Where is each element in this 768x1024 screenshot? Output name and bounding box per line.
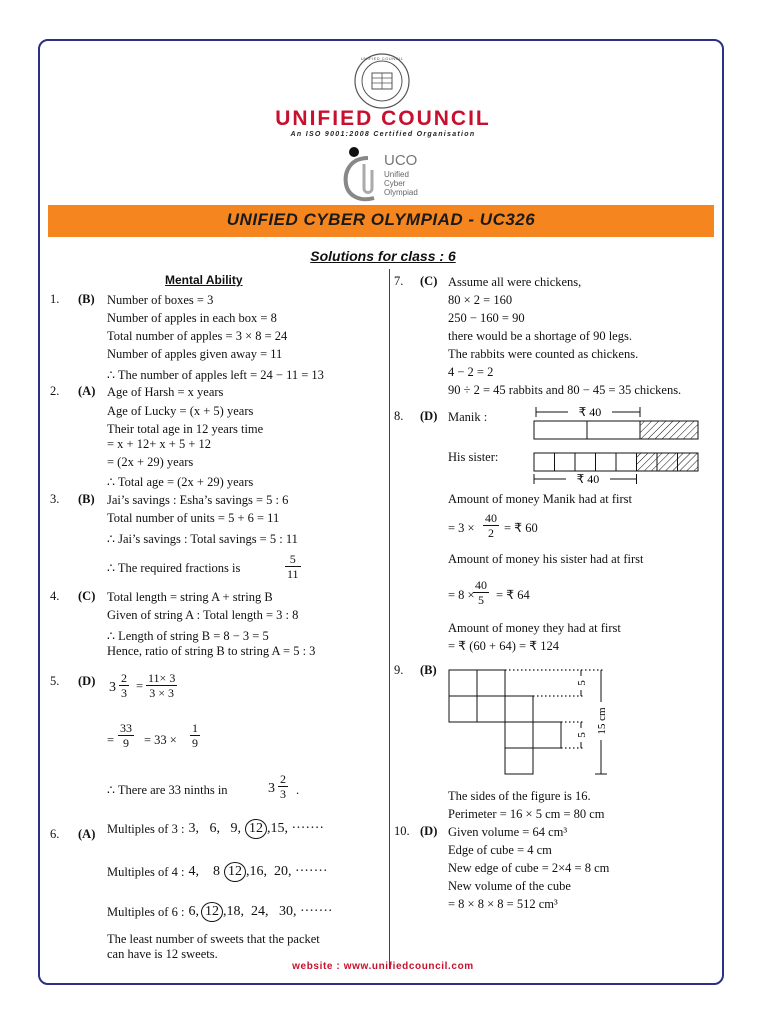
council-emblem-icon bbox=[353, 52, 411, 110]
q4-answer: (C) bbox=[78, 589, 96, 603]
manik-hatched-part bbox=[640, 421, 698, 439]
multiples-label: Multiples of 6 : bbox=[107, 905, 185, 919]
fraction-numerator: 11× 3 bbox=[148, 671, 176, 685]
q3-number: 3. bbox=[50, 492, 60, 506]
q5-fraction-2 bbox=[146, 671, 177, 700]
dim-label-upper: 5 bbox=[576, 680, 588, 686]
q4-line: ∴ Length of string B = 8 − 3 = 5 bbox=[107, 629, 269, 643]
q8-fraction-1 bbox=[483, 511, 499, 540]
q4-line: Given of string A : Total length = 3 : 8 bbox=[107, 608, 299, 622]
uco-line-1: Unified bbox=[384, 170, 409, 179]
multiples-values: ,16, 20, ······· bbox=[245, 864, 328, 879]
uco-abbr: UCO bbox=[384, 152, 418, 169]
q2-line: ∴ Total age = (2x + 29) years bbox=[107, 475, 254, 489]
iso-tagline: An ISO 9001:2008 Certified Organisation bbox=[290, 131, 476, 138]
q2-number: 2. bbox=[50, 384, 60, 398]
multiples-values: ,15, ······· bbox=[266, 821, 325, 836]
net-square bbox=[449, 670, 477, 696]
fraction-numerator: 2 bbox=[121, 671, 127, 685]
net-square bbox=[533, 722, 561, 748]
net-square bbox=[477, 696, 505, 722]
fraction-denominator: 11 bbox=[287, 567, 299, 581]
fraction-numerator: 40 bbox=[475, 578, 487, 592]
bar-model-diagram bbox=[530, 401, 710, 491]
multiples-of-6-row bbox=[107, 902, 333, 922]
fraction-numerator: 40 bbox=[485, 511, 497, 525]
q5-fraction-3 bbox=[118, 721, 134, 750]
title-banner bbox=[48, 205, 714, 237]
q1-number: 1. bbox=[50, 292, 60, 306]
uco-line-3: Olympiad bbox=[384, 188, 418, 197]
footer-website: website : www.unifiedcouncil.com bbox=[292, 961, 474, 972]
q1-line: Number of apples in each box = 8 bbox=[107, 311, 277, 325]
q4-line: Hence, ratio of string B to string A = 5 : 3 bbox=[107, 644, 316, 658]
net-square bbox=[505, 696, 533, 722]
q8-line: Amount of money his sister had at first bbox=[448, 552, 644, 566]
q3-line: Total number of units = 5 + 6 = 11 bbox=[107, 511, 280, 525]
q5-answer: (D) bbox=[78, 674, 96, 688]
q2-line: Age of Lucky = (x + 5) years bbox=[107, 404, 254, 418]
q2-line: = (2x + 29) years bbox=[107, 455, 194, 469]
svg-text:UNIFIED COUNCIL: UNIFIED COUNCIL bbox=[360, 56, 404, 61]
multiples-of-4-row bbox=[107, 862, 328, 882]
q1-answer: (B) bbox=[78, 292, 95, 306]
q3-line: Jai’s savings : Esha’s savings = 5 : 6 bbox=[107, 493, 289, 507]
fraction-numerator: 33 bbox=[120, 721, 132, 735]
q8-number: 8. bbox=[394, 409, 404, 423]
q8-sister-label: His sister: bbox=[448, 450, 499, 464]
q4-line: Total length = string A + string B bbox=[107, 590, 273, 604]
q5-fraction-4 bbox=[190, 721, 200, 750]
q1-line: Number of apples given away = 11 bbox=[107, 347, 283, 361]
q8-line: Amount of money they had at first bbox=[448, 621, 621, 635]
q5-whole: 3 bbox=[109, 680, 116, 695]
multiples-label: Multiples of 4 : bbox=[107, 865, 185, 879]
net-square bbox=[505, 748, 533, 774]
q7-line: there would be a shortage of 90 legs. bbox=[448, 329, 632, 343]
q9-answer: (B) bbox=[420, 663, 437, 677]
q7-line: 250 − 160 = 90 bbox=[448, 311, 525, 325]
bottom-amount-label: ₹ 40 bbox=[576, 472, 600, 486]
q3-line: ∴ The required fractions is bbox=[107, 561, 241, 575]
multiples-label: Multiples of 3 : bbox=[107, 822, 185, 836]
document-page bbox=[38, 39, 724, 985]
q8-fraction-2 bbox=[473, 578, 489, 607]
fraction-denominator: 2 bbox=[488, 526, 494, 540]
fraction-numerator: 5 bbox=[285, 552, 301, 567]
q5-fraction-1 bbox=[119, 671, 129, 700]
q8-eq-post: = ₹ 64 bbox=[496, 588, 530, 602]
q4-number: 4. bbox=[50, 589, 60, 603]
q5-equals: = bbox=[136, 679, 144, 693]
fraction-numerator: 1 bbox=[192, 721, 198, 735]
q9-line: The sides of the figure is 16. bbox=[448, 789, 591, 803]
fraction-denominator: 3 bbox=[121, 686, 127, 700]
q9-number: 9. bbox=[394, 663, 404, 677]
q2-answer: (A) bbox=[78, 384, 96, 398]
circled-value: 12 bbox=[224, 862, 246, 882]
q10-line: = 8 × 8 × 8 = 512 cm³ bbox=[448, 897, 558, 911]
q2-line: = x + 12+ x + 5 + 12 bbox=[107, 437, 211, 451]
q6-answer: (A) bbox=[78, 827, 96, 841]
column-divider bbox=[389, 269, 390, 969]
q8-eq-post: = ₹ 60 bbox=[504, 521, 538, 535]
brand-name: UNIFIED COUNCIL bbox=[275, 107, 491, 130]
dimension-guides bbox=[505, 670, 605, 748]
fraction-denominator: 3 bbox=[280, 787, 286, 801]
q1-line: ∴ The number of apples left = 24 − 11 = 13 bbox=[107, 368, 324, 382]
sister-hatched-part bbox=[637, 453, 699, 471]
q8-line: Amount of money Manik had at first bbox=[448, 492, 632, 506]
multiples-values: ,18, 24, 30, ······· bbox=[222, 904, 333, 919]
q7-line: The rabbits were counted as chickens. bbox=[448, 347, 639, 361]
dim-label-total: 15 cm bbox=[596, 707, 608, 735]
q7-line: Assume all were chickens, bbox=[448, 275, 582, 289]
circled-value: 12 bbox=[245, 819, 267, 839]
q9-line: Perimeter = 16 × 5 cm = 80 cm bbox=[448, 807, 605, 821]
solutions-title: Solutions for class : 6 bbox=[310, 248, 456, 264]
q7-line: 4 − 2 = 2 bbox=[448, 365, 494, 379]
net-squares bbox=[449, 670, 561, 774]
fraction-denominator: 9 bbox=[123, 736, 129, 750]
q7-line: 80 × 2 = 160 bbox=[448, 293, 513, 307]
multiples-of-3-row bbox=[107, 819, 324, 839]
q3-fraction bbox=[285, 552, 301, 581]
q5-number: 5. bbox=[50, 674, 60, 688]
uco-logo bbox=[340, 144, 430, 204]
net-square bbox=[449, 696, 477, 722]
q5-end-whole: 3 bbox=[268, 781, 275, 796]
q8-line: = ₹ (60 + 64) = ₹ 124 bbox=[448, 639, 560, 653]
q5-line: ∴ There are 33 ninths in bbox=[107, 783, 228, 797]
q8-answer: (D) bbox=[420, 409, 438, 423]
q5-end-dot: . bbox=[296, 783, 300, 797]
fraction-denominator: 9 bbox=[192, 736, 198, 750]
fraction-numerator: 2 bbox=[280, 772, 286, 786]
q1-line: Number of boxes = 3 bbox=[107, 293, 214, 307]
q10-line: Edge of cube = 4 cm bbox=[448, 843, 552, 857]
dim-label-lower: 5 bbox=[576, 732, 588, 738]
section-heading: Mental Ability bbox=[165, 273, 243, 287]
circled-value: 12 bbox=[201, 902, 223, 922]
q10-line: New volume of the cube bbox=[448, 879, 571, 893]
q10-line: New edge of cube = 2×4 = 8 cm bbox=[448, 861, 610, 875]
q5-times: = 33 × bbox=[144, 733, 177, 747]
q2-line: Their total age in 12 years time bbox=[107, 422, 264, 436]
uco-line-2: Cyber bbox=[384, 179, 406, 188]
multiples-values: 3, 6, 9, bbox=[188, 821, 241, 836]
net-square bbox=[477, 670, 505, 696]
top-amount-label: ₹ 40 bbox=[578, 405, 602, 419]
multiples-values: 4, 8 bbox=[188, 864, 220, 879]
net-figure-diagram bbox=[445, 666, 615, 781]
q2-line: Age of Harsh = x years bbox=[107, 385, 224, 399]
q6-number: 6. bbox=[50, 827, 60, 841]
q1-line: Total number of apples = 3 × 8 = 24 bbox=[107, 329, 288, 343]
q10-line: Given volume = 64 cm³ bbox=[448, 825, 568, 839]
q3-answer: (B) bbox=[78, 492, 95, 506]
q10-number: 10. bbox=[394, 824, 410, 838]
q7-answer: (C) bbox=[420, 274, 438, 288]
q7-number: 7. bbox=[394, 274, 404, 288]
q6-line: can have is 12 sweets. bbox=[107, 947, 218, 961]
q8-eq-pre: = 8 × bbox=[448, 588, 475, 602]
q5-end-fraction bbox=[278, 772, 288, 801]
q10-answer: (D) bbox=[420, 824, 438, 838]
q5-equals-2: = bbox=[107, 733, 115, 747]
net-square bbox=[505, 722, 533, 748]
q8-eq-pre: = 3 × bbox=[448, 521, 475, 535]
q8-manik-label: Manik : bbox=[448, 410, 488, 424]
q3-line: ∴ Jai’s savings : Total savings = 5 : 11 bbox=[107, 532, 298, 546]
fraction-denominator: 3 × 3 bbox=[149, 686, 175, 700]
multiples-values: 6, bbox=[188, 904, 199, 919]
banner-title: UNIFIED CYBER OLYMPIAD - UC326 bbox=[226, 210, 536, 229]
q6-line: The least number of sweets that the packet bbox=[107, 932, 320, 946]
q7-line: 90 ÷ 2 = 45 rabbits and 80 − 45 = 35 chickens. bbox=[448, 383, 682, 397]
fraction-denominator: 5 bbox=[478, 593, 484, 607]
